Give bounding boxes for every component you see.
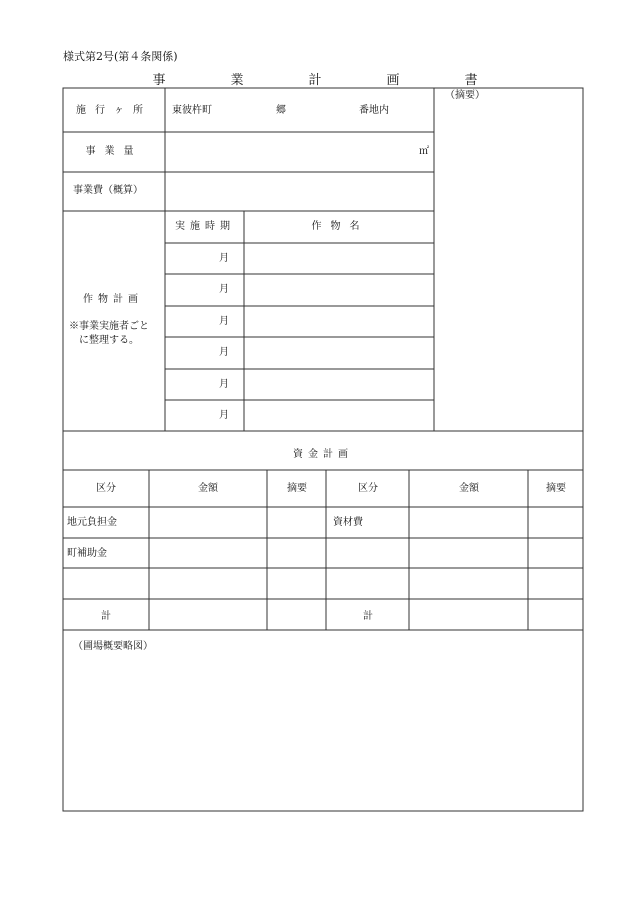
funding-col-remarks-left: 摘要 [287, 483, 307, 494]
location-town: 東彼杵町 [172, 105, 212, 116]
funding-total-left: 計 [101, 611, 111, 622]
form-number-label: 様式第2号(第４条関係) [63, 50, 178, 63]
funding-row-town-subsidy: 町補助金 [67, 548, 107, 559]
crop-plan-label: 作物計画 [83, 294, 143, 305]
month-cell-1: 月 [219, 253, 229, 264]
remarks-label: （摘要） [445, 90, 485, 101]
funding-col-category-left: 区分 [96, 483, 116, 494]
field-sketch-label: （圃場概要略図） [73, 641, 153, 652]
month-cell-2: 月 [219, 284, 229, 295]
funding-col-remarks-right: 摘要 [546, 483, 566, 494]
funding-col-category-right: 区分 [358, 483, 378, 494]
funding-row-materials: 資材費 [333, 517, 363, 528]
quantity-unit: ㎡ [419, 146, 429, 157]
funding-col-amount-right: 金額 [459, 483, 479, 494]
location-lot: 番地内 [359, 105, 389, 116]
month-cell-4: 月 [219, 347, 229, 358]
funding-row-local-share: 地元負担金 [67, 517, 117, 528]
period-column-header: 実施時期 [175, 221, 235, 232]
funding-title: 資金計画 [293, 449, 353, 460]
location-label: 施行ヶ所 [76, 105, 152, 116]
month-cell-6: 月 [219, 410, 229, 421]
month-cell-5: 月 [219, 379, 229, 390]
crop-plan-note-line1: ※事業実施者ごと [69, 321, 149, 332]
funding-total-right: 計 [363, 611, 373, 622]
cost-label: 事業費（概算） [73, 185, 143, 196]
crop-plan-note-line2: に整理する。 [79, 335, 139, 346]
quantity-label: 事業量 [85, 146, 143, 157]
location-district: 郷 [276, 105, 286, 116]
funding-col-amount-left: 金額 [198, 483, 218, 494]
month-cell-3: 月 [219, 316, 229, 327]
crop-column-header: 作物名 [311, 221, 369, 232]
document-title: 事 業 計 画 書 [152, 73, 504, 88]
